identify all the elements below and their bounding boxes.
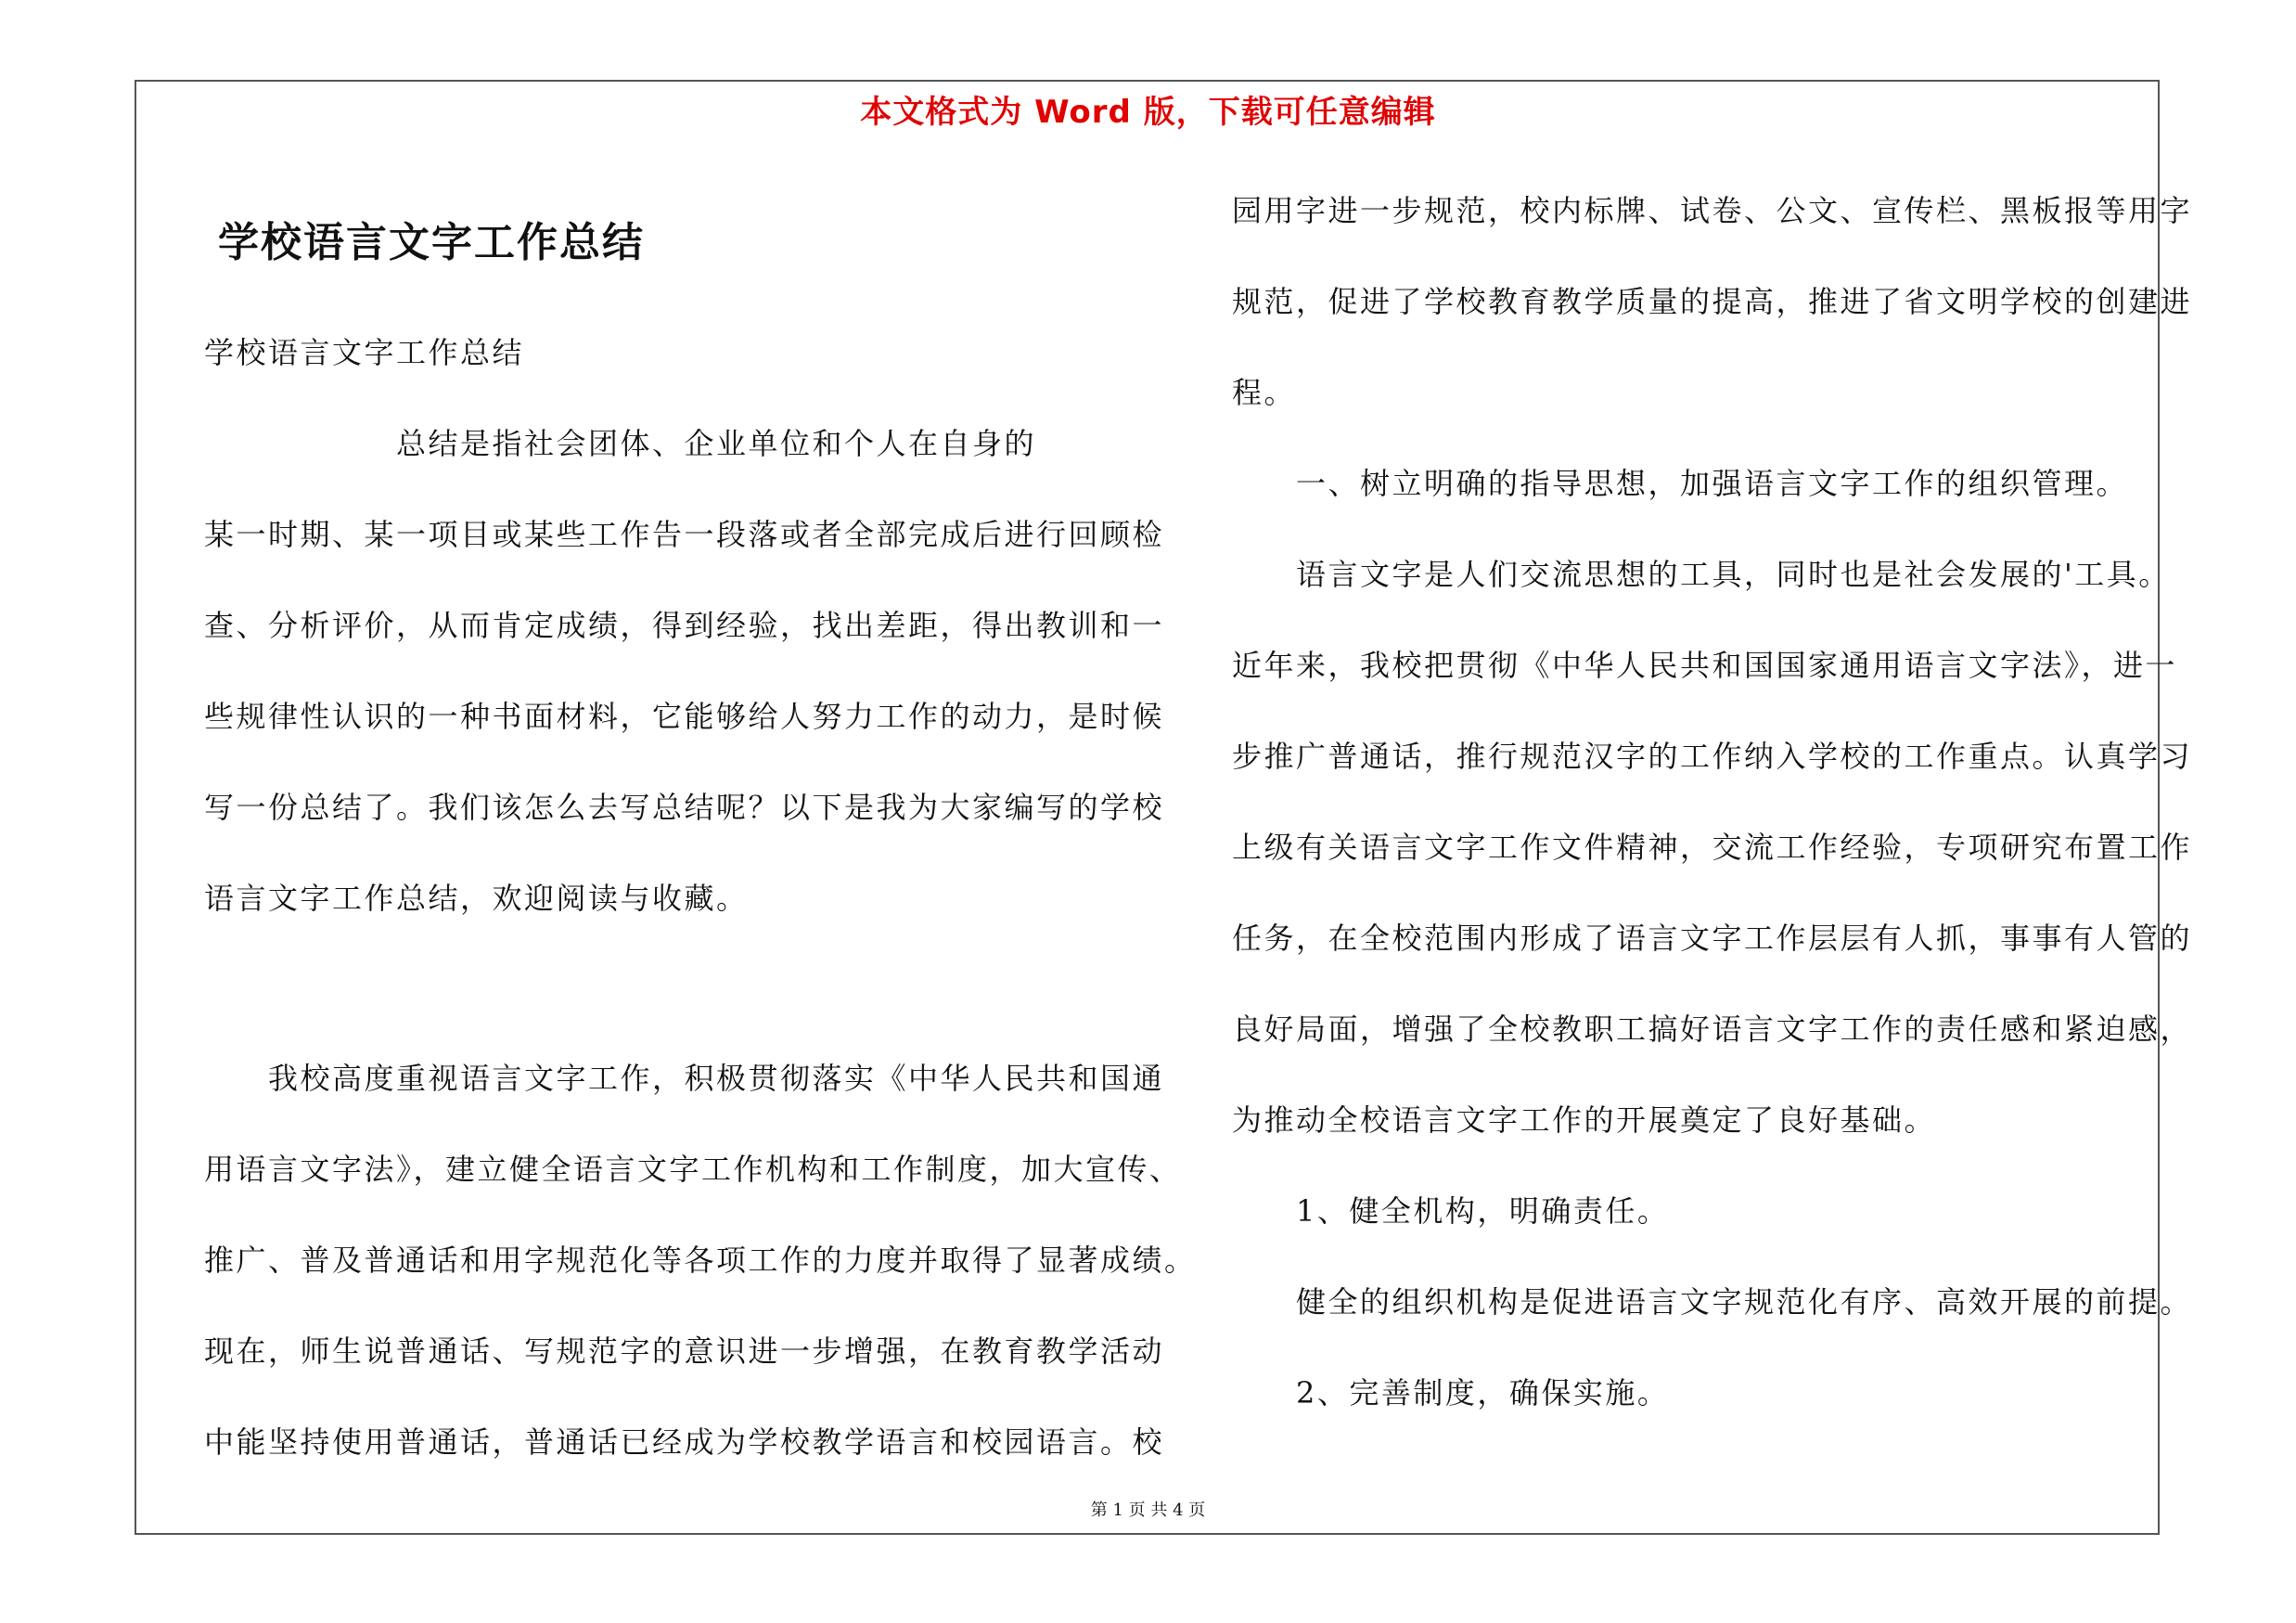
document-title: 学校语言文字工作总结 [218,219,645,266]
right-line-3: 程。 [1232,375,1297,410]
left-line-11: 现在，师生说普通话、写规范字的意识进一步增强，在教育教学活动 [204,1333,1165,1369]
left-line-8: 我校高度重视语言文字工作，积极贯彻落实《中华人民共和国通 [204,1061,1165,1096]
right-line-5: 语言文字是人们交流思想的工具，同时也是社会发展的'工具。 [1232,557,2171,592]
format-banner: 本文格式为 Word 版，下载可任意编辑 [860,94,1436,131]
right-line-10: 良好局面，增强了全校教职工搞好语言文字工作的责任感和紧迫感， [1232,1011,2193,1047]
right-line-9: 任务，在全校范围内形成了语言文字工作层层有人抓，事事有人管的 [1232,921,2193,956]
left-line-6: 写一份总结了。我们该怎么去写总结呢？以下是我为大家编写的学校 [204,790,1165,825]
left-line-12: 中能坚持使用普通话，普通话已经成为学校教学语言和校园语言。校 [204,1424,1165,1460]
right-line-13: 健全的组织机构是促进语言文字规范化有序、高效开展的前提。 [1232,1284,2193,1320]
left-line-3: 某一时期、某一项目或某些工作告一段落或者全部完成后进行回顾检 [204,517,1165,552]
left-line-1: 学校语言文字工作总结 [204,335,525,370]
left-line-2: 总结是指社会团体、企业单位和个人在自身的 [204,426,1037,461]
right-line-2: 规范，促进了学校教育教学质量的提高，推进了省文明学校的创建进 [1232,284,2193,319]
right-line-1: 园用字进一步规范，校内标牌、试卷、公文、宣传栏、黑板报等用字 [1232,193,2193,228]
right-line-6: 近年来，我校把贯彻《中华人民共和国国家通用语言文字法》，进一 [1232,648,2178,683]
left-line-5: 些规律性认识的一种书面材料，它能够给人努力工作的动力，是时候 [204,699,1165,734]
page-number: 第 1 页 共 4 页 [1090,1501,1206,1520]
right-line-12: 1、健全机构，明确责任。 [1232,1193,1670,1229]
right-line-11: 为推动全校语言文字工作的开展奠定了良好基础。 [1232,1102,1937,1138]
left-line-9: 用语言文字法》，建立健全语言文字工作机构和工作制度，加大宣传、 [204,1152,1182,1187]
left-line-7: 语言文字工作总结，欢迎阅读与收藏。 [204,881,749,916]
right-line-4: 一、树立明确的指导思想，加强语言文字工作的组织管理。 [1232,466,2129,501]
right-line-8: 上级有关语言文字工作文件精神，交流工作经验，专项研究布置工作 [1232,830,2193,865]
right-line-14: 2、完善制度，确保实施。 [1232,1375,1670,1410]
right-line-7: 步推广普通话，推行规范汉字的工作纳入学校的工作重点。认真学习 [1232,739,2193,774]
left-line-4: 查、分析评价，从而肯定成绩，得到经验，找出差距，得出教训和一 [204,608,1165,643]
left-line-10: 推广、普及普通话和用字规范化等各项工作的力度并取得了显著成绩。 [204,1243,1197,1278]
